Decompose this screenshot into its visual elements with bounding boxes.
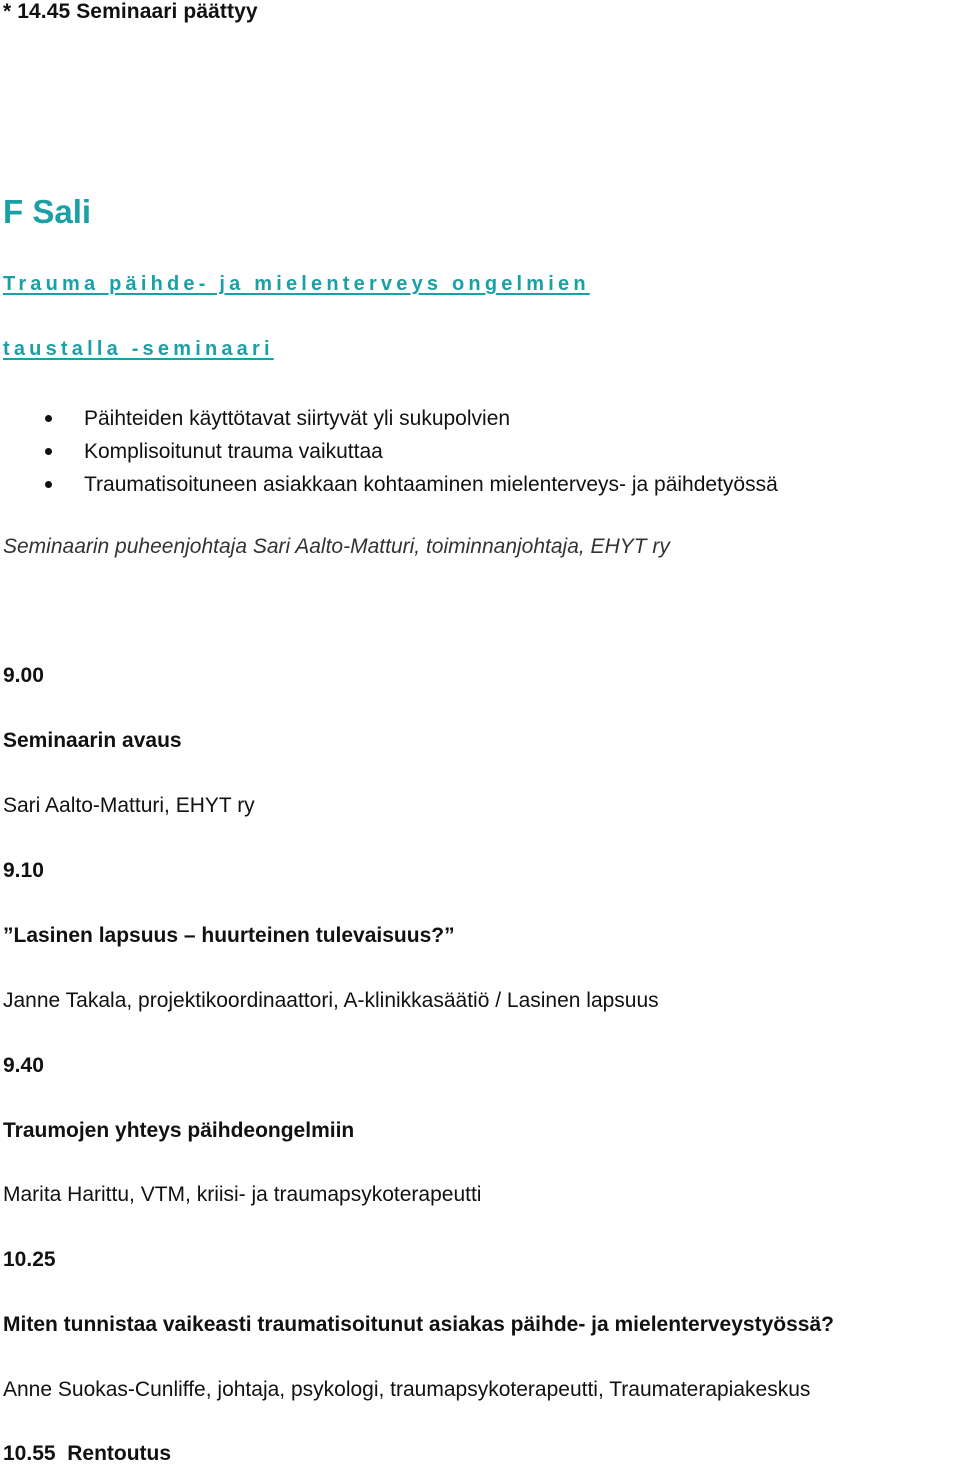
seminar-end-line: * 14.45 Seminaari päättyy [3,0,258,23]
program-time: 9.40 [3,1054,44,1077]
program-time: 10.25 [3,1248,56,1271]
topic-item [0,437,778,470]
topic-text: Komplisoitunut trauma vaikuttaa [84,440,383,463]
topic-list [0,404,778,503]
program-title: Seminaarin avaus [3,729,182,752]
seminar-title-line1: Trauma päihde- ja mielenterveys ongelmien [3,273,590,295]
program-time: 9.00 [3,664,44,687]
bullet-icon [45,415,52,422]
topic-text: Päihteiden käyttötavat siirtyvät yli sukupolvien [84,407,511,430]
program-speaker: Sari Aalto-Matturi, EHYT ry [3,794,255,817]
program-speaker: Anne Suokas-Cunliffe, johtaja, psykologi, traumapsykoterapeutti, Traumaterapiakeskus [3,1378,811,1401]
program-title: ”Lasinen lapsuus – huurteinen tulevaisuus?” [3,924,455,947]
bullet-icon [45,448,52,455]
break-title: Rentoutus [67,1442,172,1465]
seminar-title-line2: taustalla -seminaari [3,338,274,360]
program-speaker: Marita Harittu, VTM, kriisi- ja traumapsykoterapeutti [3,1183,482,1206]
program-title: Traumojen yhteys päihdeongelmiin [3,1119,355,1142]
program-title: Miten tunnistaa vaikeasti traumatisoitunut asiakas päihde- ja mielenterveystyössä? [3,1313,834,1336]
topic-item [0,470,778,503]
seminar-chair: Seminaarin puheenjohtaja Sari Aalto-Matturi, toiminnanjohtaja, EHYT ry [3,535,670,558]
program-speaker: Janne Takala, projektikoordinaattori, A-klinikkasäätiö / Lasinen lapsuus [3,989,659,1012]
program-time: 9.10 [3,859,44,882]
topic-item [0,404,778,437]
bullet-icon [45,481,52,488]
break-item [3,1442,171,1466]
topic-text: Traumatisoituneen asiakkaan kohtaaminen mielenterveys- ja päihdetyössä [84,473,778,496]
room-title: F Sali [3,193,92,230]
break-time: 10.55 [3,1442,56,1465]
